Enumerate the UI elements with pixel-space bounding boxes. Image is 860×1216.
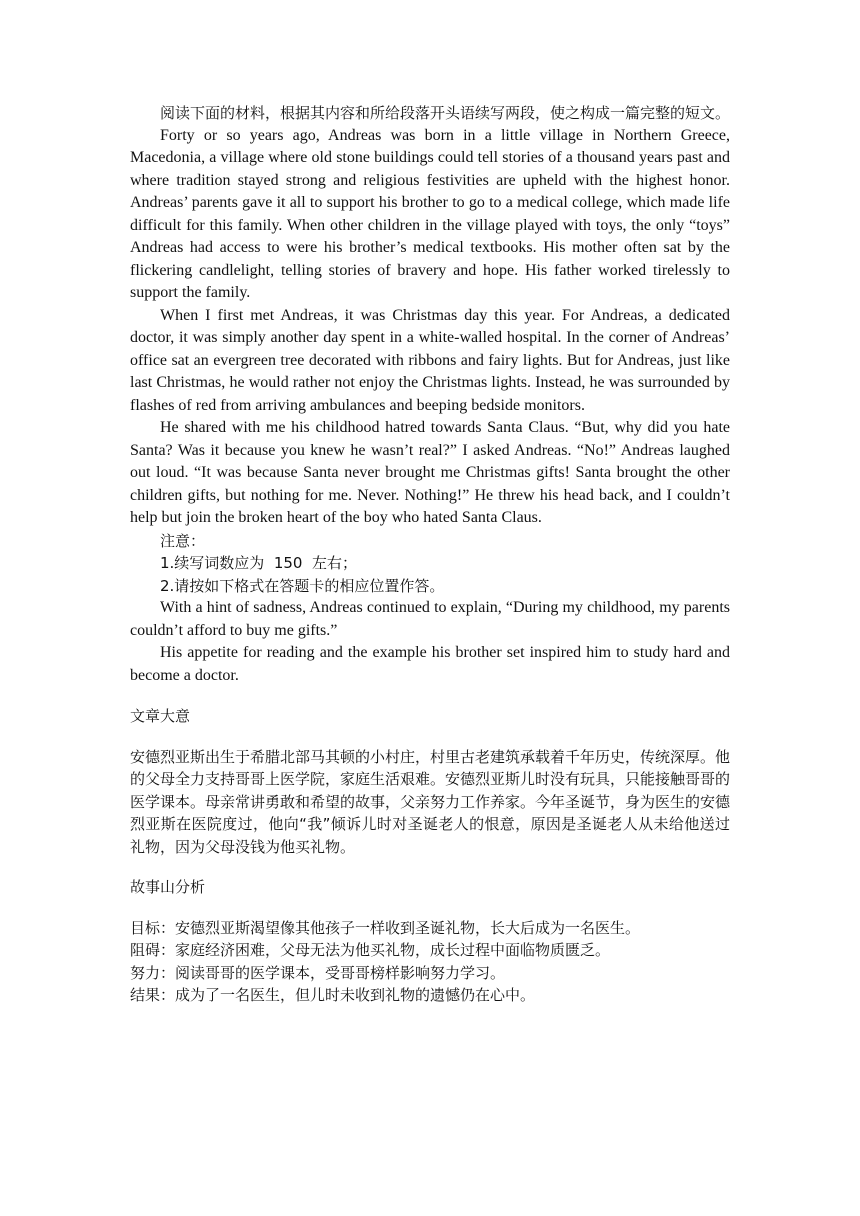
notes-item-1: 1.续写词数应为 150 左右； [160,554,358,572]
document-page [130,102,730,1007]
notes-title: 注意： [160,531,206,550]
summary-heading: 文章大意 [130,707,191,725]
task-instruction: 阅读下面的材料，根据其内容和所给段落开头语续写两段，使之构成一篇完整的短文。 [160,104,731,122]
analysis-obstacle: 阻碍：家庭经济困难，父母无法为他买礼物，成长过程中面临物质匮乏。 [130,941,611,959]
summary-text: 安德烈亚斯出生于希腊北部马其顿的小村庄，村里古老建筑承载着千年历史，传统深厚。他的父母全力支持哥哥上医学院，家庭生活艰难。安德烈亚斯儿时没有玩具，只能接触哥哥的医学课本。母亲常讲勇敢和希望的故事，父亲努力工作养家。今年圣诞节，身为医生的安德烈亚斯在医院度过，他向“我”倾诉儿时对圣诞老人的恨意，原因是圣诞老人从未给他送过礼物，因为父母没钱为他买礼物。 [130,747,731,856]
continuation-opener-1: With a hint of sadness, Andreas continued to explain, “During my childhood, my parents couldn’t afford to buy me gifts.” [130,599,730,639]
analysis-goal: 目标：安德烈亚斯渴望像其他孩子一样收到圣诞礼物，长大后成为一名医生。 [130,918,641,937]
analysis-heading: 故事山分析 [130,878,206,896]
passage-paragraph-2: When I first met Andreas, it was Christmas day this year. For Andreas, a dedicated doctor, it was simply another day spent in a white-walled hospital. In the corner of Andreas’ office sat an evergreen tree decorated with ribbons and fairy lights. But for Andreas, just like last Christmas, he would rather not enjoy the Christmas lights. Instead, he was surrounded by flashes of red from arriving ambulances and beeping bedside monitors. [130,306,730,414]
analysis-result: 结果：成为了一名医生，但儿时未收到礼物的遗憾仍在心中。 [130,986,536,1004]
passage-paragraph-1: Forty or so years ago, Andreas was born in a little village in Northern Greece, Macedonia, a village where old stone buildings could tell stories of a thousand years past and where tradition stayed strong and religious festivities are upheld with the highest honor. Andreas’ parents gave it all to support his brother to go to a medical college, which made life difficult for this family. When other children in the village played with toys, the only “toys” Andreas had access to were his brother’s medical textbooks. His mother often sat by the flickering candlelight, telling stories of bravery and hope. His father worked tirelessly to support the family. [130,126,730,301]
notes-item-2: 2.请按如下格式在答题卡的相应位置作答。 [160,576,445,595]
passage-paragraph-3: He shared with me his childhood hatred towards Santa Claus. “But, why did you hate Santa? Was it because you knew he wasn’t real?” I asked Andreas. “No!” Andreas laughed out loud. “It was because Santa never brought me Christmas gifts! Santa brought the other children gifts, but nothing for me. Never. Nothing!” He threw his head back, and I couldn’t help but join the broken heart of the boy who hated Santa Claus. [130,419,730,526]
continuation-opener-2: His appetite for reading and the example his brother set inspired him to study hard and become a doctor. [130,644,730,684]
analysis-effort: 努力：阅读哥哥的医学课本，受哥哥榜样影响努力学习。 [130,963,506,982]
